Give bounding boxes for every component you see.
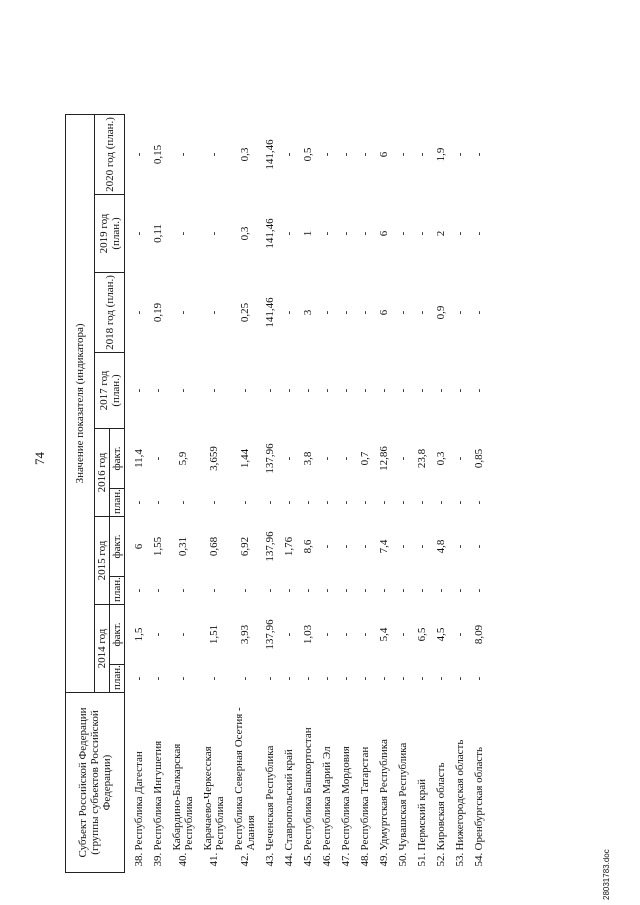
value-cell: - [264, 388, 276, 393]
value-cell: - [152, 632, 164, 637]
value-cell: 12,86 [378, 446, 390, 471]
value-cell: - [239, 588, 251, 593]
region-name: Республика Марий Эл [321, 746, 333, 851]
value-cell: 6,5 [416, 627, 428, 642]
row-number: 48. [359, 852, 371, 867]
value-cell: 0,19 [152, 302, 164, 323]
value-cell: - [359, 310, 371, 315]
value-cell: - [340, 676, 352, 681]
value-cell: - [321, 231, 333, 236]
value-cell: - [397, 310, 409, 315]
value-cell: - [152, 388, 164, 393]
header-2019: 2019 год (план.) [95, 194, 125, 272]
header-indicator: Значение показателя (индикатора) [66, 114, 95, 692]
value-cell: - [454, 231, 466, 236]
value-cell: - [454, 588, 466, 593]
header-2015: 2015 год [95, 516, 110, 604]
value-cell: - [321, 588, 333, 593]
value-cell: 1 [302, 230, 314, 237]
table-row [450, 114, 469, 872]
region-name: Чувашская Республика [397, 742, 409, 851]
value-cell: - [473, 500, 485, 505]
row-number: 51. [416, 852, 428, 867]
value-cell: 6 [378, 230, 390, 237]
region-name: Кировская область [435, 762, 447, 851]
value-cell: - [239, 676, 251, 681]
header-2020: 2020 год (план.) [95, 114, 125, 194]
value-cell: - [302, 588, 314, 593]
value-cell: - [152, 456, 164, 461]
value-cell: - [208, 500, 220, 505]
value-cell: - [397, 152, 409, 157]
value-cell: - [133, 676, 145, 681]
value-cell: - [208, 231, 220, 236]
row-number: 43. [264, 852, 276, 867]
value-cell: - [208, 676, 220, 681]
row-number: 50. [397, 852, 409, 867]
value-cell: - [416, 310, 428, 315]
region-name: Пермский край [416, 779, 428, 851]
row-number: 47. [340, 852, 352, 867]
table-row [336, 114, 355, 872]
row-number: 52. [435, 852, 447, 867]
table-row [229, 114, 260, 872]
region-name: Удмуртская Республика [378, 739, 390, 851]
region-name: Нижегородская область [454, 739, 466, 851]
value-cell: - [416, 388, 428, 393]
value-cell: 4,5 [435, 627, 447, 642]
value-cell: - [454, 676, 466, 681]
value-cell: 0,31 [177, 536, 189, 557]
doc-id: 28031783.doc [602, 849, 611, 900]
value-cell: 6,92 [239, 536, 251, 557]
value-cell: - [340, 456, 352, 461]
value-cell: - [454, 456, 466, 461]
value-cell: 0,68 [208, 536, 220, 557]
value-cell: - [397, 676, 409, 681]
value-cell: 3 [302, 309, 314, 316]
region-name: Республика Татарстан [359, 746, 371, 851]
value-cell: - [321, 500, 333, 505]
value-cell: - [378, 388, 390, 393]
value-cell: - [435, 676, 447, 681]
value-cell: 23,8 [416, 448, 428, 469]
value-cell: 1,9 [435, 147, 447, 162]
table-body [125, 114, 489, 872]
value-cell: - [473, 152, 485, 157]
region-name: Республика Башкортостан [302, 727, 314, 851]
table-row [317, 114, 336, 872]
value-cell: - [177, 676, 189, 681]
value-cell: - [473, 388, 485, 393]
table-row [125, 114, 149, 872]
table-row [393, 114, 412, 872]
value-cell: - [321, 388, 333, 393]
value-cell: - [397, 500, 409, 505]
value-cell: - [378, 500, 390, 505]
value-cell: - [283, 456, 295, 461]
value-cell: 0,15 [152, 144, 164, 165]
row-number: 54. [473, 852, 485, 867]
value-cell: - [378, 676, 390, 681]
table-row [469, 114, 488, 872]
value-cell: 5,9 [177, 451, 189, 466]
value-cell: - [473, 588, 485, 593]
header-2017: 2017 год (план.) [95, 352, 125, 428]
value-cell: - [264, 588, 276, 593]
value-cell: - [283, 500, 295, 505]
value-cell: - [435, 500, 447, 505]
value-cell: - [454, 310, 466, 315]
row-number: 38. [133, 852, 145, 867]
value-cell: - [416, 152, 428, 157]
value-cell: 0,9 [435, 305, 447, 320]
value-cell: - [177, 152, 189, 157]
value-cell: - [152, 676, 164, 681]
value-cell: - [177, 588, 189, 593]
region-name: Республика Северная Осетия - Алания [233, 707, 257, 851]
value-cell: - [397, 588, 409, 593]
table-row [167, 114, 198, 872]
table-row [374, 114, 393, 872]
value-cell: - [133, 500, 145, 505]
value-cell: - [208, 588, 220, 593]
table-row [412, 114, 431, 872]
value-cell: 7,4 [378, 539, 390, 554]
region-name: Оренбургская область [473, 746, 485, 851]
table-row [431, 114, 450, 872]
value-cell: - [359, 632, 371, 637]
value-cell: 1,03 [302, 624, 314, 645]
value-cell: - [397, 388, 409, 393]
header-2016-plan: план. [110, 488, 125, 516]
value-cell: - [283, 676, 295, 681]
header-2015-fact: факт. [110, 516, 125, 576]
value-cell: - [133, 310, 145, 315]
value-cell: - [397, 544, 409, 549]
row-number: 39. [152, 852, 164, 867]
value-cell: 6 [378, 151, 390, 158]
value-cell: 8,6 [302, 539, 314, 554]
value-cell: - [416, 231, 428, 236]
value-cell: - [397, 231, 409, 236]
value-cell: - [416, 676, 428, 681]
value-cell: 0,3 [239, 226, 251, 241]
value-cell: - [302, 388, 314, 393]
value-cell: - [359, 231, 371, 236]
row-number: 42. [239, 852, 251, 867]
indicator-table [65, 114, 488, 873]
region-name: Республика Ингушетия [152, 740, 164, 851]
value-cell: 141,46 [264, 139, 276, 170]
value-cell: 0,7 [359, 451, 371, 466]
value-cell: - [454, 632, 466, 637]
value-cell: - [473, 544, 485, 549]
value-cell: - [340, 544, 352, 549]
value-cell: 137,96 [264, 619, 276, 650]
value-cell: 1,44 [239, 448, 251, 469]
value-cell: 3,93 [239, 624, 251, 645]
value-cell: - [177, 388, 189, 393]
region-name: Ставропольский край [283, 749, 295, 851]
value-cell: - [208, 310, 220, 315]
region-name: Республика Дагестан [133, 751, 145, 851]
value-cell: - [321, 676, 333, 681]
value-cell: - [321, 456, 333, 461]
row-number: 46. [321, 852, 333, 867]
value-cell: 137,96 [264, 531, 276, 562]
page-number: 74 [32, 452, 47, 465]
value-cell: 6 [133, 543, 145, 550]
value-cell: 1,51 [208, 624, 220, 645]
header-2016: 2016 год [95, 428, 110, 516]
table-row [355, 114, 374, 872]
value-cell: - [359, 500, 371, 505]
value-cell: 8,09 [473, 624, 485, 645]
value-cell: - [359, 388, 371, 393]
value-cell: - [359, 544, 371, 549]
value-cell: - [133, 152, 145, 157]
value-cell: - [473, 310, 485, 315]
value-cell: - [454, 152, 466, 157]
row-number: 49. [378, 852, 390, 867]
value-cell: - [152, 500, 164, 505]
value-cell: - [340, 388, 352, 393]
value-cell: - [454, 500, 466, 505]
value-cell: - [133, 388, 145, 393]
row-number: 53. [454, 852, 466, 867]
value-cell: - [133, 231, 145, 236]
value-cell: - [283, 632, 295, 637]
header-2016-fact: факт. [110, 428, 125, 488]
value-cell: - [340, 632, 352, 637]
value-cell: 1,76 [283, 536, 295, 557]
value-cell: - [435, 588, 447, 593]
value-cell: - [416, 588, 428, 593]
value-cell: - [177, 231, 189, 236]
value-cell: - [359, 588, 371, 593]
value-cell: - [283, 152, 295, 157]
value-cell: - [133, 588, 145, 593]
value-cell: - [283, 231, 295, 236]
value-cell: 6 [378, 309, 390, 316]
value-cell: 0,85 [473, 448, 485, 469]
value-cell: 4,8 [435, 539, 447, 554]
value-cell: - [416, 500, 428, 505]
value-cell: - [321, 544, 333, 549]
table-row [298, 114, 317, 872]
value-cell: - [473, 231, 485, 236]
header-2018: 2018 год (план.) [95, 272, 125, 352]
value-cell: 3,659 [208, 446, 220, 471]
value-cell: - [321, 632, 333, 637]
value-cell: - [340, 310, 352, 315]
value-cell: - [302, 676, 314, 681]
row-number: 40. [177, 852, 189, 867]
region-name: Республика Мордовия [340, 746, 352, 851]
value-cell: - [340, 231, 352, 236]
value-cell: - [321, 152, 333, 157]
value-cell: 141,46 [264, 297, 276, 328]
value-cell: - [264, 500, 276, 505]
value-cell: - [177, 310, 189, 315]
value-cell: - [302, 500, 314, 505]
header-2015-plan: план. [110, 576, 125, 604]
table-row [148, 114, 167, 872]
header-subject: Субъект Российской Федерации (группы субъектов Российской Федерации) [66, 692, 125, 872]
value-cell: 2 [435, 230, 447, 237]
value-cell: - [473, 676, 485, 681]
value-cell: - [208, 388, 220, 393]
value-cell: - [378, 588, 390, 593]
value-cell: 11,4 [133, 449, 145, 468]
value-cell: - [340, 152, 352, 157]
value-cell: - [397, 456, 409, 461]
value-cell: 141,46 [264, 218, 276, 249]
value-cell: - [177, 500, 189, 505]
value-cell: - [283, 588, 295, 593]
value-cell: 3,8 [302, 451, 314, 466]
value-cell: - [239, 388, 251, 393]
value-cell: 1,55 [152, 536, 164, 557]
region-name: Кабардино-Балкарская Республика [171, 743, 195, 851]
region-name: Карачаево-Черкесская Республика [202, 746, 226, 851]
value-cell: - [283, 310, 295, 315]
value-cell: - [152, 588, 164, 593]
value-cell: - [416, 544, 428, 549]
value-cell: - [340, 500, 352, 505]
value-cell: 0,3 [435, 451, 447, 466]
value-cell: - [397, 632, 409, 637]
row-number: 45. [302, 852, 314, 867]
value-cell: 5,4 [378, 627, 390, 642]
row-number: 44. [283, 852, 295, 867]
value-cell: - [359, 676, 371, 681]
region-name: Чеченская Республика [264, 745, 276, 851]
header-2014: 2014 год [95, 604, 110, 692]
value-cell: - [264, 676, 276, 681]
value-cell: - [177, 632, 189, 637]
value-cell: - [454, 388, 466, 393]
value-cell: 0,5 [302, 147, 314, 162]
value-cell: - [321, 310, 333, 315]
table-row [279, 114, 298, 872]
header-2014-fact: факт. [110, 604, 125, 664]
value-cell: 1,5 [133, 627, 145, 642]
value-cell: 137,96 [264, 443, 276, 474]
value-cell: - [454, 544, 466, 549]
value-cell: - [359, 152, 371, 157]
value-cell: - [435, 388, 447, 393]
value-cell: - [283, 388, 295, 393]
table-row [198, 114, 229, 872]
value-cell: 0,3 [239, 147, 251, 162]
value-cell: 0,25 [239, 302, 251, 323]
table-row [260, 114, 279, 872]
value-cell: - [239, 500, 251, 505]
value-cell: - [208, 152, 220, 157]
value-cell: - [340, 588, 352, 593]
value-cell: 0,11 [152, 224, 164, 243]
row-number: 41. [208, 852, 220, 867]
header-2014-plan: план. [110, 664, 125, 692]
